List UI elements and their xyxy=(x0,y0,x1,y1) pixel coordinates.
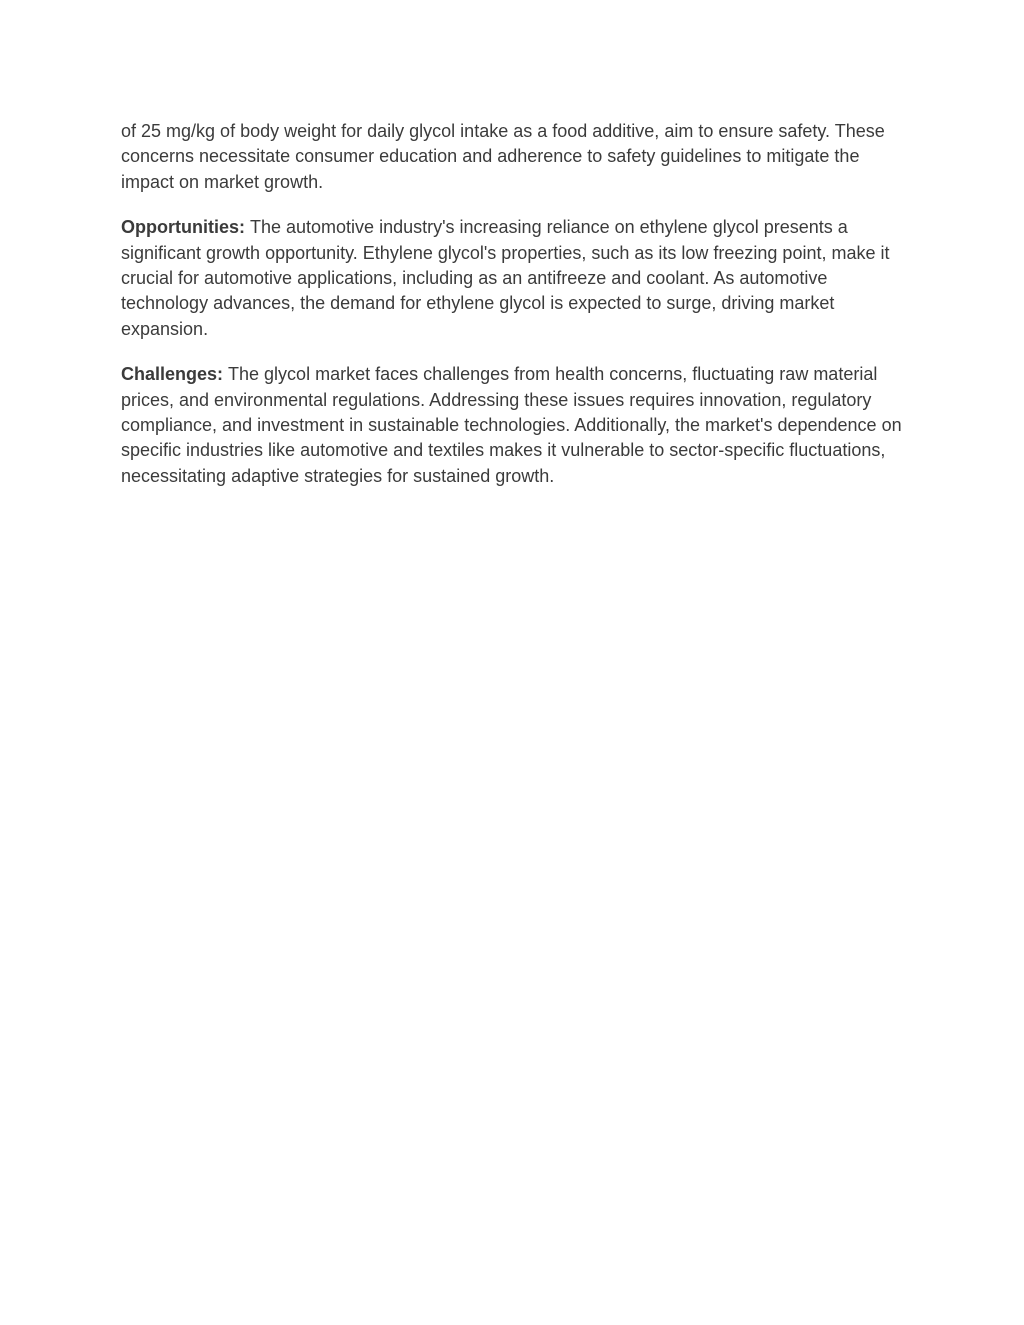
paragraph-opportunities xyxy=(121,215,911,342)
paragraph-text: of 25 mg/kg of body weight for daily glycol intake as a food additive, aim to ensure safety. These concerns necessitate consumer education and adherence to safety guidelines to mitigate the impact on market growth. xyxy=(121,121,885,192)
document-body xyxy=(121,119,911,509)
opportunities-heading: Opportunities: xyxy=(121,217,250,238)
challenges-text: The glycol market faces challenges from health concerns, fluctuating raw material prices, and environmental regulations. Addressing these issues requires innovation, regulatory compliance, and investment in sustainable technologies. Additionally, the market's dependence on specific industries like automotive and textiles makes it vulnerable to sector-specific fluctuations, necessitating adaptive strategies for sustained growth. xyxy=(121,364,902,486)
paragraph-challenges xyxy=(121,362,911,489)
challenges-heading: Challenges: xyxy=(121,364,229,385)
opportunities-text: The automotive industry's increasing reliance on ethylene glycol presents a significant growth opportunity. Ethylene glycol's properties, such as its low freezing point, make it crucial for automotive applications, including as an antifreeze and coolant. As automotive technology advances, the demand for ethylene glycol is expected to surge, driving market expansion. xyxy=(121,217,890,339)
paragraph-food-additive-safety xyxy=(121,119,911,195)
